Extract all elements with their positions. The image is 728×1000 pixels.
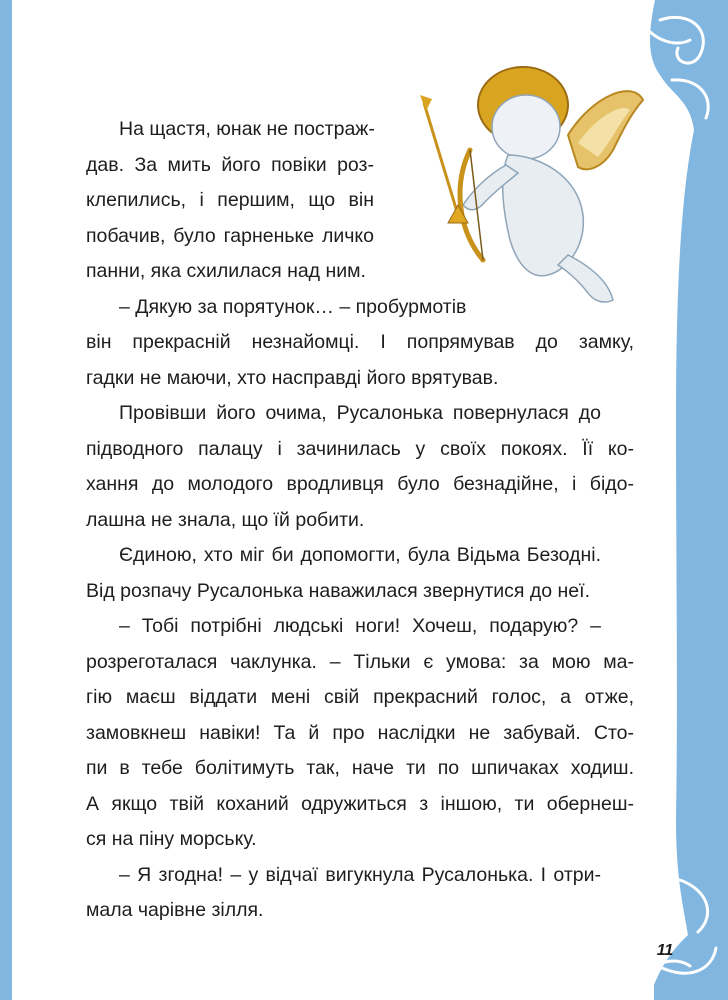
text-line: – Дякую за порятунок… – пробурмотів [119,295,467,318]
text-line: замовкнеш навіки! Та й про наслідки не забувай. Сто- [86,721,634,744]
text-line: лашна не знала, що їй робити. [86,508,365,531]
text-line: гадки не маючи, хто насправді його врятував. [86,366,499,389]
text-line: На щастя, юнак не постраж- [119,118,375,140]
text-line: розреготалася чаклунка. – Тільки є умова: за мою ма- [86,650,634,673]
paragraph-5 [86,609,634,858]
text-line: – Я згодна! – у відчаї вигукнула Русалонька. І отри- [119,863,601,886]
text-line: Від розпачу Русалонька наважилася звернутися до неї. [86,579,590,602]
cupid-arrow-fletching [420,95,432,111]
text-line: Провівши його очима, Русалонька повернулася до [119,402,601,424]
text-line: пи в тебе болітимуть так, наче ти по шпичаках ходиш. [86,757,634,779]
text-line: побачив, було гарненьке личко [86,224,374,247]
text-line: ся на піну морську. [86,828,257,850]
text-line: Єдиною, хто міг би допомогти, була Відьма Безодні. [119,544,601,566]
page-number: 11 [656,942,674,959]
text-line: хання до молодого вродливця було безнадійне, і бідо- [86,473,634,495]
text-line: панни, яка схилилася над ним. [86,260,366,282]
paragraph-6 [86,858,634,929]
text-line: – Тобі потрібні людські ноги! Хочеш, подарую? – [119,615,601,637]
text-line: мала чарівне зілля. [86,899,264,921]
story-text [86,112,634,929]
paragraph-3 [86,396,634,538]
text-line: він прекрасній незнайомці. І попрямував до замку, [86,331,634,353]
text-line: гію маєш віддати мені свій прекрасний голос, а отже, [86,686,634,708]
paragraph-4 [86,538,634,609]
text-line: підводного палацу і зачинилась у своїх покоях. Її ко- [86,437,634,460]
text-line: дав. За мить його повіки роз- [86,153,374,176]
paragraph-2 [86,290,634,397]
paragraph-1 [86,112,634,290]
text-line: А якщо твій коханий одружиться з іншою, ти обернеш- [86,792,634,815]
text-line: клепились, і першим, що він [86,189,374,211]
